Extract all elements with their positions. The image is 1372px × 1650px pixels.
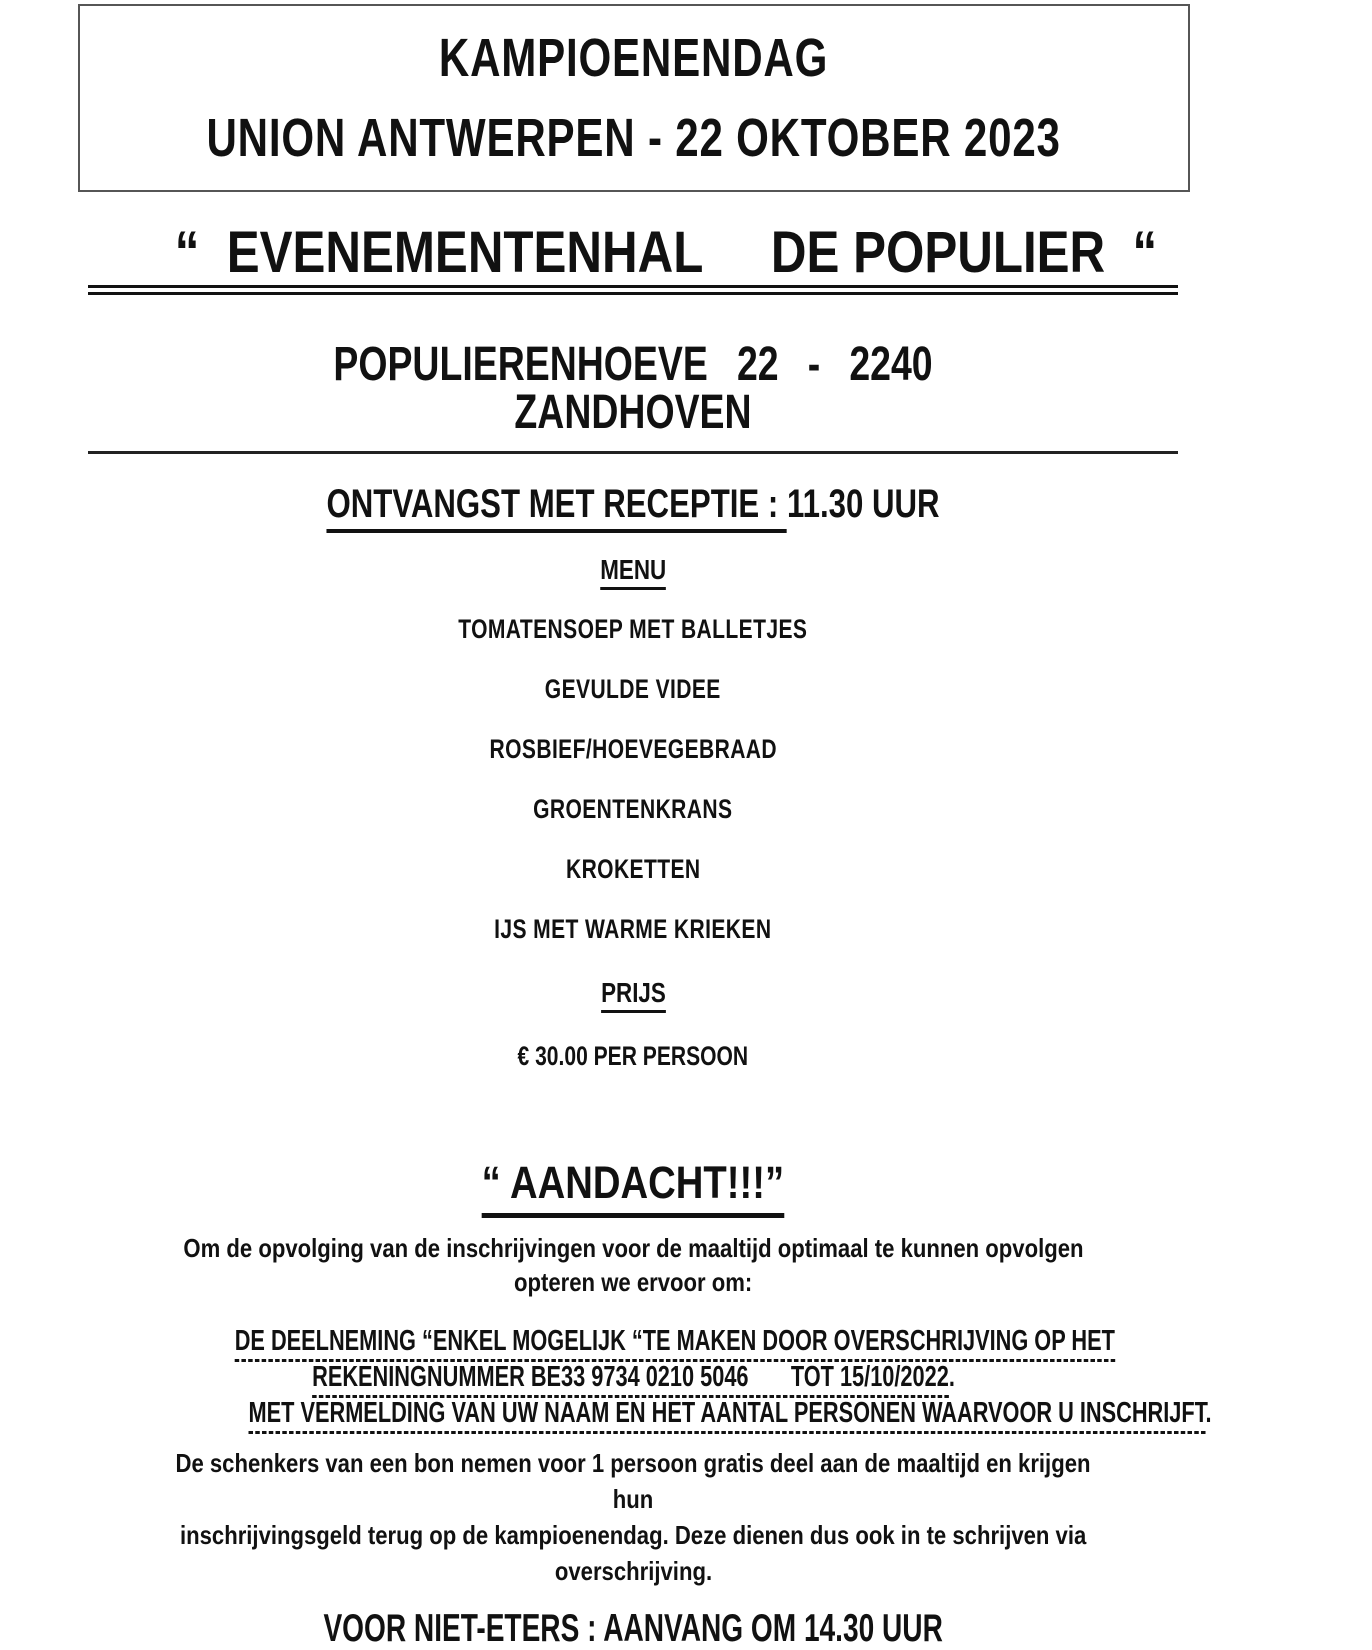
menu-heading (88, 556, 1178, 584)
menu-item (88, 856, 1178, 883)
payment-line-wrap (312, 1359, 955, 1395)
donor-note-text: inschrijvingsgeld terug op de kampioenendag. Deze dienen dus ook in te schrijven via (179, 1520, 1087, 1550)
menu-item (88, 676, 1178, 703)
attention-intro-text: opteren we ervoor om: (513, 1267, 753, 1297)
attention-intro-line (88, 1265, 1178, 1299)
menu-heading-wrap (600, 556, 666, 584)
menu-item-text: TOMATENSOEP MET BALLETJES (458, 614, 808, 644)
price-heading-wrap (601, 979, 666, 1007)
menu-item-text: ROSBIEF/HOEVEGEBRAAD (489, 734, 777, 764)
payment-instruction-line (88, 1395, 1212, 1431)
venue-address (88, 338, 1178, 439)
flyer-content (88, 220, 1212, 1650)
menu-item-text: GEVULDE VIDEE (545, 674, 721, 704)
reception-heading (88, 484, 1178, 524)
event-title (384, 28, 883, 89)
payment-instruction-line (88, 1323, 1178, 1359)
menu-item-text: IJS MET WARME KRIEKEN (494, 914, 772, 944)
non-eaters-text: VOOR NIET-ETERS : AANVANG OM 14.30 UUR (323, 1607, 943, 1650)
payment-instructions (88, 1323, 1212, 1431)
menu-item-text: GROENTENKRANS (533, 794, 733, 824)
venue-hall-text: “ EVENEMENTENHAL DE POPULIER “ (174, 220, 1158, 285)
non-eaters-heading (88, 1609, 1178, 1648)
menu-item-text: KROKETTEN (565, 854, 701, 884)
payment-line-text: MET VERMELDING VAN UW NAAM EN HET AANTAL PERSONEN WAARVOOR U INSCHRIJFT (249, 1397, 1206, 1434)
reception-label: ONTVANGST MET RECEPTIE : (326, 482, 787, 533)
donor-note (88, 1445, 1178, 1589)
section-divider (88, 451, 1178, 454)
menu-item (88, 796, 1178, 823)
attention-intro (88, 1231, 1178, 1299)
payment-line-text: DE DEELNEMING “ENKEL MOGELIJK “TE MAKEN DOOR OVERSCHRIJVING OP HET (235, 1325, 1115, 1362)
payment-line-text: REKENINGNUMMER BE33 9734 0210 5046 TOT 15/10/2022 (312, 1361, 949, 1398)
event-subtitle-text: UNION ANTWERPEN - 22 OKTOBER 2023 (206, 107, 1062, 168)
attention-heading (88, 1157, 1178, 1208)
menu-heading-text: MENU (600, 554, 666, 590)
venue-hall-heading (88, 220, 1178, 295)
venue-address-text: POPULIERENHOEVE 22 - 2240 ZANDHOVEN (333, 338, 933, 439)
menu-item (88, 616, 1178, 643)
donor-note-line (88, 1517, 1178, 1553)
attention-heading-wrap (481, 1157, 785, 1208)
donor-note-line (88, 1553, 1178, 1589)
reception-line (326, 484, 939, 524)
donor-note-text: De schenkers van een bon nemen voor 1 persoon gratis deel aan de maaltijd en krijgen hun (175, 1448, 1091, 1514)
donor-note-line (88, 1445, 1178, 1517)
price-heading (88, 979, 1178, 1007)
event-subtitle (86, 107, 1181, 168)
payment-instruction-line (88, 1359, 1178, 1395)
donor-note-text: overschrijving. (554, 1556, 712, 1586)
payment-line-suffix: . (948, 1361, 955, 1393)
price-heading-text: PRIJS (601, 977, 666, 1013)
title-box (78, 4, 1190, 192)
price-value-text: € 30.00 PER PERSOON (517, 1041, 749, 1071)
payment-line-wrap (249, 1395, 1212, 1431)
payment-line-suffix: . (1205, 1397, 1212, 1429)
menu-item (88, 916, 1178, 943)
attention-intro-line (88, 1231, 1178, 1265)
flyer-page (0, 4, 1212, 1650)
menu-item (88, 736, 1178, 763)
payment-line-wrap (235, 1323, 1115, 1359)
event-title-text: KAMPIOENENDAG (439, 28, 829, 89)
reception-time: 11.30 UUR (786, 482, 940, 526)
attention-intro-text: Om de opvolging van de inschrijvingen voor de maaltijd optimaal te kunnen opvolgen (182, 1233, 1084, 1263)
price-value (88, 1043, 1178, 1070)
attention-heading-text: “ AANDACHT!!!” (482, 1157, 784, 1218)
